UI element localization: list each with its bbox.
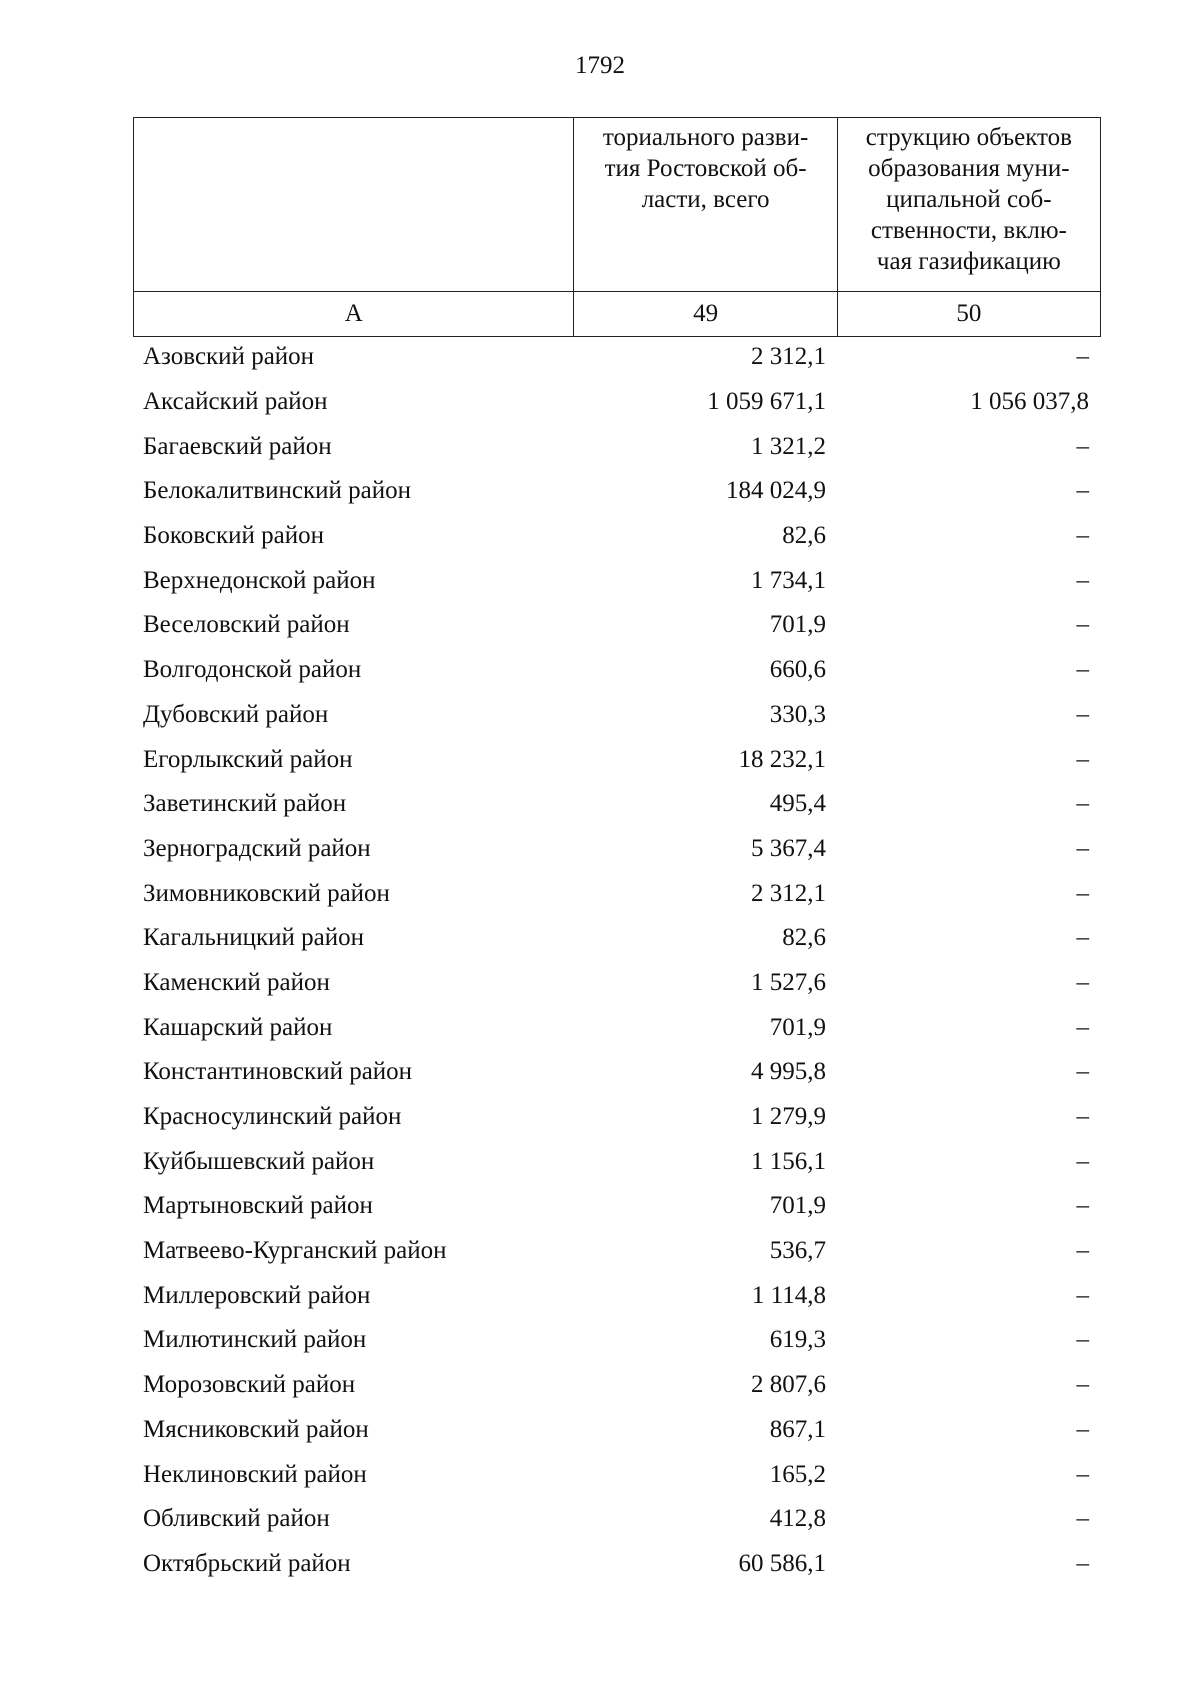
table-row (133, 1542, 1101, 1587)
value-col-50: – (1076, 834, 1089, 862)
value-col-49: 1 279,9 (751, 1103, 826, 1131)
value-col-49: 4 995,8 (751, 1058, 826, 1086)
district-name: Дубовский район (143, 700, 329, 728)
value-col-50: – (1076, 566, 1089, 594)
value-col-49: 60 586,1 (738, 1549, 826, 1577)
value-col-50: – (1076, 1013, 1089, 1041)
value-col-49: 701,9 (769, 1192, 826, 1220)
district-name: Зимовниковский район (143, 879, 390, 907)
value-col-49: 2 807,6 (751, 1371, 826, 1399)
table-row (133, 1139, 1101, 1184)
value-col-50: – (1076, 343, 1089, 371)
value-col-50: – (1076, 1326, 1089, 1354)
district-name: Куйбышевский район (143, 1147, 375, 1175)
district-name: Матвеево-Курганский район (143, 1237, 447, 1265)
district-name: Кашарский район (143, 1013, 333, 1041)
district-name: Егорлыкский район (143, 745, 353, 773)
district-name: Веселовский район (143, 611, 350, 639)
table-row (133, 1005, 1101, 1050)
value-col-49: 1 156,1 (751, 1147, 826, 1175)
value-col-49: 330,3 (769, 700, 826, 728)
value-col-49: 701,9 (769, 1013, 826, 1041)
table-row (133, 603, 1101, 648)
value-col-50: – (1076, 1281, 1089, 1309)
table-row (133, 737, 1101, 782)
table-row (133, 469, 1101, 514)
value-col-50: – (1076, 700, 1089, 728)
table-row (133, 827, 1101, 872)
table-row (133, 1184, 1101, 1229)
column-number-49: 49 (574, 292, 837, 337)
district-name: Обливский район (143, 1505, 330, 1533)
table-row (133, 1095, 1101, 1140)
value-col-49: 18 232,1 (738, 745, 826, 773)
table-row (133, 1452, 1101, 1497)
table-row (133, 693, 1101, 738)
value-col-49: 660,6 (769, 656, 826, 684)
value-col-49: 412,8 (769, 1505, 826, 1533)
value-col-50: – (1076, 1460, 1089, 1488)
table-row (133, 380, 1101, 425)
value-col-50: – (1076, 1192, 1089, 1220)
table-row (133, 335, 1101, 380)
value-col-50: – (1076, 1415, 1089, 1443)
district-name: Азовский район (143, 343, 315, 371)
district-name: Морозовский район (143, 1371, 356, 1399)
district-name: Красносулинский район (143, 1103, 402, 1131)
value-col-49: 2 312,1 (751, 879, 826, 907)
value-col-49: 1 114,8 (751, 1281, 826, 1309)
value-col-50: – (1076, 1371, 1089, 1399)
table-row (133, 424, 1101, 469)
value-col-49: 165,2 (769, 1460, 826, 1488)
value-col-49: 2 312,1 (751, 343, 826, 371)
value-col-50: – (1076, 477, 1089, 505)
district-name: Аксайский район (143, 388, 328, 416)
table-row (133, 961, 1101, 1006)
value-col-50: – (1076, 1058, 1089, 1086)
value-col-49: 495,4 (769, 790, 826, 818)
district-name: Белокалитвинский район (143, 477, 411, 505)
page-number: 1792 (575, 52, 625, 79)
district-name: Заветинский район (143, 790, 347, 818)
district-name: Мясниковский район (143, 1415, 369, 1443)
value-col-50: – (1076, 1103, 1089, 1131)
value-col-50: – (1076, 432, 1089, 460)
table-row (133, 1408, 1101, 1453)
header-row (134, 118, 1101, 292)
value-col-49: 701,9 (769, 611, 826, 639)
district-name: Каменский район (143, 968, 330, 996)
value-col-49: 1 527,6 (751, 968, 826, 996)
table-row (133, 1273, 1101, 1318)
table-row (133, 1050, 1101, 1095)
column-number-a: А (134, 292, 574, 337)
value-col-50: – (1076, 1505, 1089, 1533)
column-number-50: 50 (837, 292, 1100, 337)
header-cell-50: струкцию объектов образования муни- ципальной соб- ственности, вклю- чая газификацию (837, 118, 1100, 292)
value-col-49: 867,1 (769, 1415, 826, 1443)
district-name: Милютинский район (143, 1326, 367, 1354)
district-name: Зерноградский район (143, 834, 371, 862)
table-row (133, 1497, 1101, 1542)
header-table (133, 117, 1101, 337)
column-number-row (134, 292, 1101, 337)
district-name: Багаевский район (143, 432, 332, 460)
value-col-49: 1 734,1 (751, 566, 826, 594)
value-col-50: – (1076, 611, 1089, 639)
table-row (133, 648, 1101, 693)
table-row (133, 514, 1101, 559)
district-name: Миллеровский район (143, 1281, 371, 1309)
value-col-50: – (1076, 879, 1089, 907)
value-col-50: – (1076, 790, 1089, 818)
value-col-50: – (1076, 522, 1089, 550)
value-col-49: 5 367,4 (751, 834, 826, 862)
value-col-50: – (1076, 745, 1089, 773)
district-name: Константиновский район (143, 1058, 413, 1086)
value-col-50: – (1076, 656, 1089, 684)
district-name: Кагальницкий район (143, 924, 365, 952)
value-col-50: – (1076, 1549, 1089, 1577)
table-row (133, 782, 1101, 827)
table-row (133, 916, 1101, 961)
table-row (133, 871, 1101, 916)
value-col-50: – (1076, 1237, 1089, 1265)
table-row (133, 1363, 1101, 1408)
value-col-50: – (1076, 1147, 1089, 1175)
district-name: Октябрьский район (143, 1549, 351, 1577)
value-col-50: – (1076, 968, 1089, 996)
header-cell-a (134, 118, 574, 292)
value-col-49: 1 059 671,1 (707, 388, 826, 416)
value-col-50: 1 056 037,8 (970, 388, 1089, 416)
value-col-49: 82,6 (782, 522, 826, 550)
table-row (133, 1318, 1101, 1363)
district-name: Неклиновский район (143, 1460, 367, 1488)
value-col-49: 184 024,9 (726, 477, 826, 505)
table-row (133, 1229, 1101, 1274)
district-name: Мартыновский район (143, 1192, 373, 1220)
table-header (133, 117, 1101, 337)
table-row (133, 558, 1101, 603)
header-cell-49: ториального разви- тия Ростовской об- ласти, всего (574, 118, 837, 292)
value-col-50: – (1076, 924, 1089, 952)
value-col-49: 82,6 (782, 924, 826, 952)
value-col-49: 1 321,2 (751, 432, 826, 460)
district-name: Боковский район (143, 522, 324, 550)
district-name: Верхнедонской район (143, 566, 376, 594)
value-col-49: 536,7 (769, 1237, 826, 1265)
value-col-49: 619,3 (769, 1326, 826, 1354)
table-body (133, 335, 1101, 1586)
district-name: Волгодонской район (143, 656, 362, 684)
